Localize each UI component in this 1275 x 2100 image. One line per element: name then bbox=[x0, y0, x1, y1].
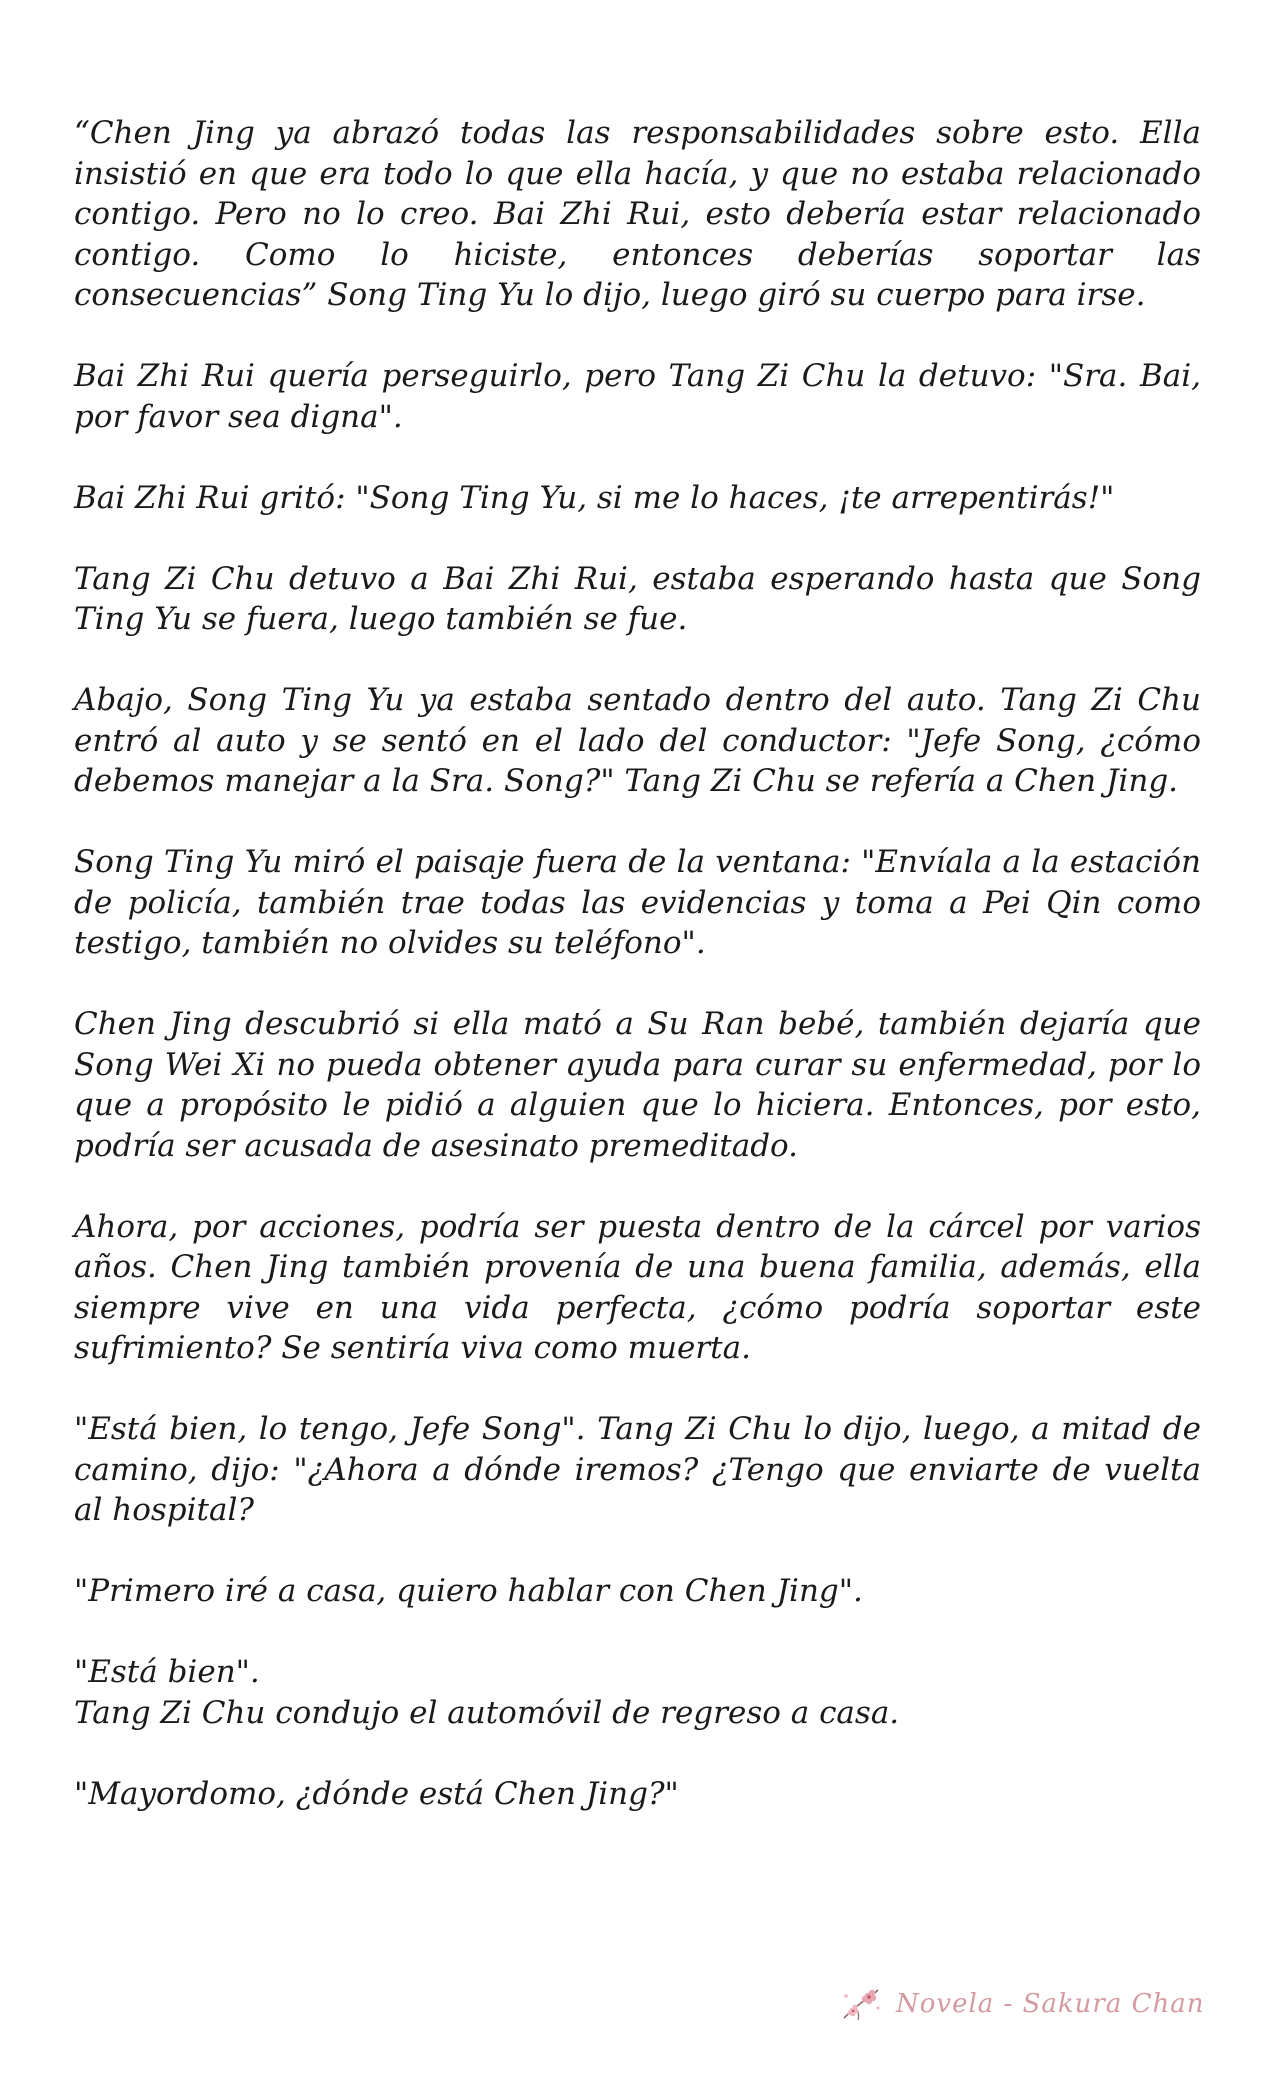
paragraph-8: Ahora, por acciones, podría ser puesta dentro de la cárcel por varios años. Chen Jing también provenía de una buena familia, además, ella siempre vive en una vida perfecta, ¿cómo podría soportar este sufrimiento? Se sentiría viva como muerta. bbox=[74, 1208, 1201, 1366]
watermark bbox=[838, 1982, 1205, 2026]
paragraph-9: "Está bien, lo tengo, Jefe Song". Tang Zi Chu lo dijo, luego, a mitad de camino, dijo: "¿Ahora a dónde iremos? ¿Tengo que enviarte de vuelta al hospital? bbox=[74, 1411, 1201, 1528]
paragraph-6: Song Ting Yu miró el paisaje fuera de la ventana: "Envíala a la estación de policía, también trae todas las evidencias y toma a Pei Qin como testigo, también no olvides su teléfono". bbox=[74, 844, 1201, 961]
paragraph-2: Bai Zhi Rui quería perseguirlo, pero Tang Zi Chu la detuvo: "Sra. Bai, por favor sea digna". bbox=[74, 358, 1201, 435]
paragraph-13: "Mayordomo, ¿dónde está Chen Jing?" bbox=[74, 1775, 679, 1812]
paragraph-4: Tang Zi Chu detuvo a Bai Zhi Rui, estaba esperando hasta que Song Ting Yu se fuera, luego también se fue. bbox=[74, 560, 1201, 637]
cherry-blossom-icon bbox=[838, 1984, 882, 2024]
paragraph-11: "Está bien". bbox=[74, 1654, 260, 1690]
paragraph-3: Bai Zhi Rui gritó: "Song Ting Yu, si me lo haces, ¡te arrepentirás!" bbox=[74, 479, 1115, 516]
paragraph-5: Abajo, Song Ting Yu ya estaba sentado dentro del auto. Tang Zi Chu entró al auto y se sentó en el lado del conductor: "Jefe Song, ¿cómo debemos manejar a la Sra. Song?" Tang Zi Chu se refería a Chen Jing. bbox=[74, 682, 1201, 799]
paragraph-10: "Primero iré a casa, quiero hablar con Chen Jing". bbox=[74, 1573, 863, 1609]
paragraph-12: Tang Zi Chu condujo el automóvil de regreso a casa. bbox=[74, 1694, 900, 1731]
watermark-text: Novela - Sakura Chan bbox=[896, 1989, 1205, 2019]
paragraph-1: “Chen Jing ya abrazó todas las responsabilidades sobre esto. Ella insistió en que era todo lo que ella hacía, y que no estaba relacionado contigo. Pero no lo creo. Bai Zhi Rui, esto debería estar relacionado contigo. Como lo hiciste, entonces deberías soportar las consecuencias” Song Ting Yu lo dijo, luego giró su cuerpo para irse. bbox=[74, 115, 1201, 313]
story-text bbox=[74, 113, 1201, 1855]
paragraph-7: Chen Jing descubrió si ella mató a Su Ran bebé, también dejaría que Song Wei Xi no pueda obtener ayuda para curar su enfermedad, por lo que a propósito le pidió a alguien que lo hiciera. Entonces, por esto, podría ser acusada de asesinato premeditado. bbox=[74, 1006, 1201, 1164]
